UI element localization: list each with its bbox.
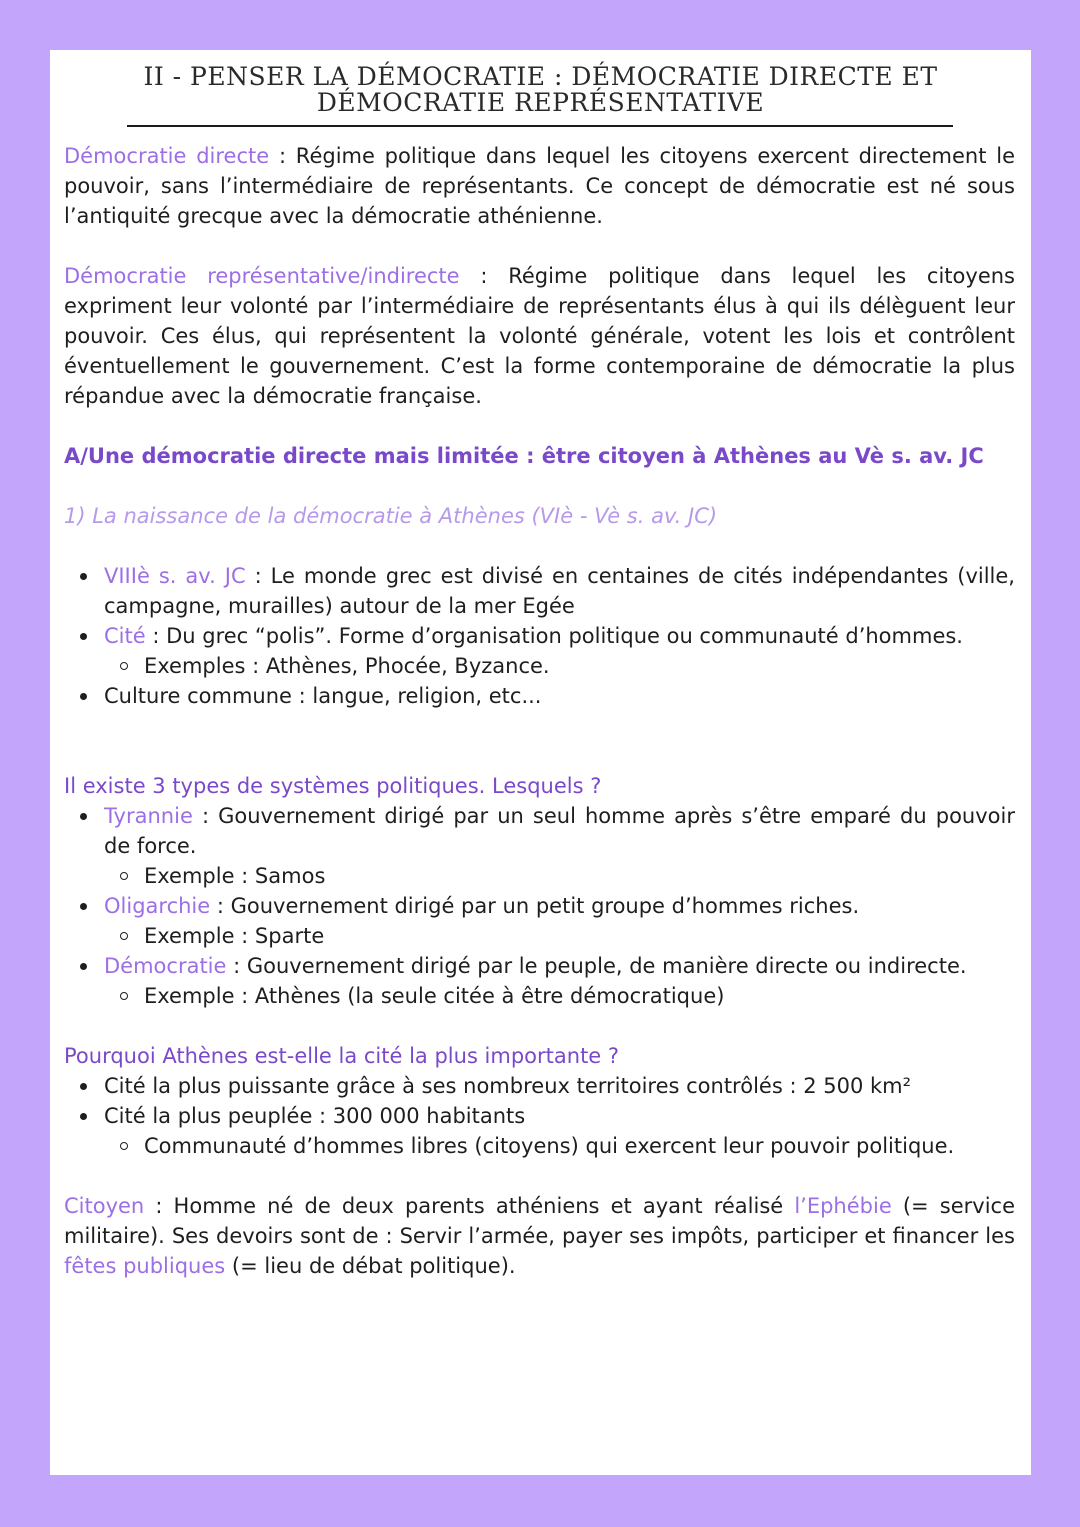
- list-item: [64, 801, 1015, 861]
- title-underline: [127, 125, 953, 127]
- term-ephebie: l’Ephébie: [794, 1194, 892, 1218]
- list-subitem: Exemple : Samos: [64, 861, 1015, 891]
- title-line-2: DÉMOCRATIE REPRÉSENTATIVE: [316, 88, 765, 117]
- term-cite: Cité: [104, 624, 146, 648]
- section-a-heading: A/Une démocratie directe mais limitée : être citoyen à Athènes au Vè s. av. JC: [64, 444, 984, 468]
- list-item-text: : Gouvernement dirigé par le peuple, de manière directe ou indirecte.: [226, 954, 967, 978]
- list-subitem: Exemple : Sparte: [64, 921, 1015, 951]
- term-viii-siecle: VIIIè s. av. JC: [104, 564, 246, 588]
- definition-text: (= lieu de débat politique).: [225, 1254, 516, 1278]
- list-item-text: : Le monde grec est divisé en centaines de cités indépendantes (ville, campagne, murailles) autour de la mer Egée: [104, 564, 1015, 618]
- athenes-question: Pourquoi Athènes est-elle la cité la plus importante ?: [64, 1044, 620, 1068]
- definition-democratie-representative: [64, 261, 1015, 411]
- naissance-list: [64, 561, 1015, 711]
- list-item-text: : Du grec “polis”. Forme d’organisation politique ou communauté d’hommes.: [145, 624, 963, 648]
- subsection-1-heading: 1) La naissance de la démocratie à Athènes (VIè - Vè s. av. JC): [64, 504, 718, 528]
- definition-democratie-directe: [64, 141, 1015, 231]
- definition-text: : Homme né de deux parents athéniens et ayant réalisé: [144, 1194, 795, 1218]
- list-item: [64, 561, 1015, 621]
- list-item: [64, 951, 1015, 981]
- term-democratie-representative: Démocratie représentative/indirecte: [64, 264, 460, 288]
- term-democratie: Démocratie: [104, 954, 227, 978]
- term-oligarchie: Oligarchie: [104, 894, 211, 918]
- list-item-text: : Gouvernement dirigé par un petit groupe d’hommes riches.: [210, 894, 860, 918]
- list-item-text: : Gouvernement dirigé par un seul homme après s’être emparé du pouvoir de force.: [104, 804, 1015, 858]
- definition-citoyen: [64, 1191, 1015, 1281]
- systemes-question: Il existe 3 types de systèmes politiques. Lesquels ?: [64, 774, 602, 798]
- list-item: [64, 621, 1015, 651]
- document-page: [50, 50, 1031, 1475]
- definition-text: : Régime politique dans lequel les citoyens expriment leur volonté par l’intermédiaire de représentants élus à qui ils délèguent leur pouvoir. Ces élus, qui représentent la volonté générale, votent les lois et contrôlent éventuellement le gouvernement. C’est la forme contemporaine de démocratie la plus répandue avec la démocratie française.: [64, 264, 1015, 408]
- list-subitem: Exemples : Athènes, Phocée, Byzance.: [64, 651, 1015, 681]
- athenes-list: [64, 1071, 1015, 1161]
- term-democratie-directe: Démocratie directe: [64, 144, 270, 168]
- list-item: Cité la plus peuplée : 300 000 habitants: [64, 1101, 1015, 1131]
- term-tyrannie: Tyrannie: [104, 804, 193, 828]
- term-citoyen: Citoyen: [64, 1194, 145, 1218]
- list-item: [64, 891, 1015, 921]
- list-subitem: Exemple : Athènes (la seule citée à être démocratique): [64, 981, 1015, 1011]
- definition-text: (= service militaire). Ses devoirs sont de : Servir l’armée, payer ses impôts, participer et financer les: [64, 1194, 1015, 1248]
- definition-text: : Régime politique dans lequel les citoyens exercent directement le pouvoir, sans l’intermédiaire de représentants. Ce concept de démocratie est né sous l’antiquité grecque avec la démocratie athénienne.: [64, 144, 1015, 228]
- page-title: [50, 64, 1031, 116]
- systemes-list: [64, 801, 1015, 1011]
- list-item: Cité la plus puissante grâce à ses nombreux territoires contrôlés : 2 500 km²: [64, 1071, 1015, 1101]
- title-line-1: II - PENSER LA DÉMOCRATIE : DÉMOCRATIE DIRECTE ET: [143, 62, 938, 91]
- content: [64, 141, 1015, 1281]
- list-subitem: Communauté d’hommes libres (citoyens) qui exercent leur pouvoir politique.: [64, 1131, 1015, 1161]
- term-fetes-publiques: fêtes publiques: [64, 1254, 226, 1278]
- list-item: Culture commune : langue, religion, etc...: [64, 681, 1015, 711]
